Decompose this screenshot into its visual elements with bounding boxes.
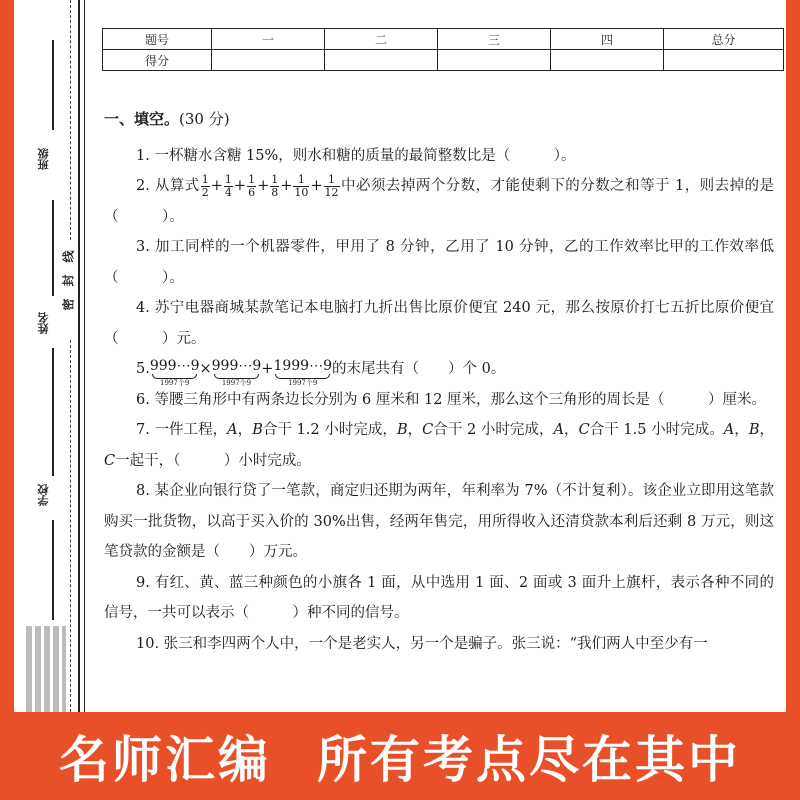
score-cell[interactable] xyxy=(551,50,664,71)
numerator: 1 xyxy=(293,174,309,187)
questions-section xyxy=(104,104,774,659)
denominator: 12 xyxy=(324,185,339,199)
q7-var: C xyxy=(578,422,590,438)
seal-char-line: 线 xyxy=(61,250,76,263)
question-7 xyxy=(104,415,774,476)
section-title-text: 一、填空。 xyxy=(104,110,180,128)
plus-sign: + xyxy=(280,178,293,194)
q7-var: B xyxy=(252,422,263,438)
header-cell: 三 xyxy=(438,29,551,50)
q7-var: A xyxy=(723,422,735,438)
class-line xyxy=(52,40,54,130)
score-table xyxy=(102,28,784,71)
header-cell: 总分 xyxy=(664,29,784,50)
banner-right-text: 所有考点尽在其中 xyxy=(317,731,741,789)
q7-text: ， xyxy=(759,422,775,438)
q7-text: 合干 2 小时完成， xyxy=(433,422,554,438)
denominator: 2 xyxy=(201,185,209,199)
question-1: 1. 一杯糖水含糖 15%，则水和糖的质量的最简整数比是（ ）。 xyxy=(136,147,576,164)
q2-fraction xyxy=(324,174,340,199)
q7-text: 7. 一件工程， xyxy=(136,422,228,438)
score-cell[interactable] xyxy=(212,50,325,71)
numerator: 1 xyxy=(324,174,340,187)
numerator: 1 xyxy=(224,172,232,186)
question-2 xyxy=(104,171,774,232)
q5-term xyxy=(212,358,262,387)
plus-sign: + xyxy=(310,178,323,194)
score-cell[interactable] xyxy=(438,50,551,71)
q5-term xyxy=(273,358,332,387)
q5-term-text: 999⋯9 xyxy=(149,358,200,374)
q5-term-count: 1997个9 xyxy=(221,379,252,387)
section-points: (30 分) xyxy=(179,110,230,128)
q7-text: ， xyxy=(564,422,579,438)
section-title xyxy=(104,104,774,135)
q7-var: B xyxy=(748,422,760,438)
header-cell: 一 xyxy=(212,29,325,50)
q7-text: 合干 1.5 小时完成。 xyxy=(589,422,724,438)
denominator: 6 xyxy=(248,185,256,199)
denominator: 4 xyxy=(224,185,232,199)
binding-rule-1 xyxy=(78,0,80,712)
q2-fraction xyxy=(201,174,210,199)
q7-var: C xyxy=(104,452,116,469)
plus-sign: + xyxy=(233,178,247,194)
banner-left-text: 名师汇编 xyxy=(59,731,271,789)
q5-term-text: 1999⋯9 xyxy=(273,358,332,374)
q7-text: 合干 1.2 小时完成， xyxy=(262,422,397,438)
times-sign: × xyxy=(199,361,212,377)
q5-suffix: 的末尾共有（ ）个 0。 xyxy=(331,361,506,377)
numerator: 1 xyxy=(201,172,209,186)
class-label: 班级 xyxy=(37,148,50,170)
score-table-header-row xyxy=(103,29,784,50)
seal-dashed-line-top xyxy=(70,0,71,240)
question-3: 3. 加工同样的一个机器零件，甲用了 8 分钟，乙用了 10 分钟，乙的工作效率比甲的工作效率低（ ）。 xyxy=(104,239,774,286)
school-line xyxy=(52,348,54,476)
q2-fraction xyxy=(247,174,256,199)
q7-text: 一起干，（ ）小时完成。 xyxy=(115,452,311,469)
q7-text: ， xyxy=(407,422,423,438)
plus-sign: + xyxy=(210,178,223,194)
q5-term-count: 1997个9 xyxy=(288,379,318,387)
school-label: 学校 xyxy=(37,484,50,506)
q7-var: B xyxy=(396,422,408,438)
q2-prefix: 2. 从算式 xyxy=(136,178,200,194)
score-cell[interactable] xyxy=(325,50,438,71)
q5-term-text: 999⋯9 xyxy=(211,358,262,374)
binding-rule-2 xyxy=(84,0,85,712)
exam-paper xyxy=(14,0,786,712)
question-4: 4. 苏宁电器商城某款笔记本电脑打九折出售比原价便宜 240 元，那么按原价打七五折比原价便宜（ ）元。 xyxy=(104,300,774,347)
question-6: 6. 等腰三角形中有两条边长分别为 6 厘米和 12 厘米，那么这个三角形的周长是（ ）厘米。 xyxy=(136,391,767,408)
header-cell: 四 xyxy=(551,29,664,50)
denominator: 10 xyxy=(294,185,309,199)
plus-sign: + xyxy=(261,361,274,377)
seal-dashed-line-bottom xyxy=(70,340,71,712)
question-10: 10. 张三和李四两个人中，一个是老实人，另一个是骗子。张三说：“我们两人中至少有一 xyxy=(136,635,708,652)
q7-var: A xyxy=(553,422,565,438)
score-table-score-row xyxy=(103,50,784,71)
header-cell: 二 xyxy=(325,29,438,50)
school-line-lower xyxy=(52,520,54,620)
q2-fraction xyxy=(270,174,279,199)
denominator: 8 xyxy=(271,185,279,199)
q7-var: A xyxy=(227,422,238,438)
seal-char-secret: 密 xyxy=(61,298,76,311)
plus-sign: + xyxy=(257,178,270,194)
promo-banner xyxy=(0,712,800,800)
q7-var: C xyxy=(422,422,434,438)
q5-term xyxy=(150,358,200,387)
q2-fraction xyxy=(293,174,309,199)
binding-stripes xyxy=(26,626,66,712)
numerator: 1 xyxy=(248,172,256,186)
header-cell: 题号 xyxy=(103,29,212,50)
q7-text: ， xyxy=(237,422,253,438)
binding-margin xyxy=(14,0,94,712)
score-cell[interactable] xyxy=(664,50,784,71)
question-8: 8. 某企业向银行贷了一笔款，商定归还期为两年，年利率为 7%（不计复利）。该企业立即用这笔款购买一批货物，以高于买入价的 30%出售，经两年售完，用所得收入还清贷款本利后还剩 8 万元，则这笔贷款的金额是（ ）万元。 xyxy=(104,483,774,560)
q2-fraction xyxy=(224,174,233,199)
q5-prefix: 5. xyxy=(136,361,150,377)
q5-term-count: 1997个9 xyxy=(160,379,190,387)
numerator: 1 xyxy=(271,172,279,186)
score-row-label: 得分 xyxy=(103,50,212,71)
name-line xyxy=(52,200,54,296)
name-label: 姓名 xyxy=(37,312,50,334)
q7-text: ， xyxy=(734,422,749,438)
question-9: 9. 有红、黄、蓝三种颜色的小旗各 1 面，从中选用 1 面、2 面或 3 面升上旗杆，表示各种不同的信号，一共可以表示（ ）种不同的信号。 xyxy=(104,574,774,621)
q2-suffix: 中必须去掉两个分数，才能使剩下的分数之和等于 1，则去掉的是（ ）。 xyxy=(104,178,774,225)
question-5 xyxy=(104,354,774,385)
seal-char-seal: 封 xyxy=(61,274,76,287)
